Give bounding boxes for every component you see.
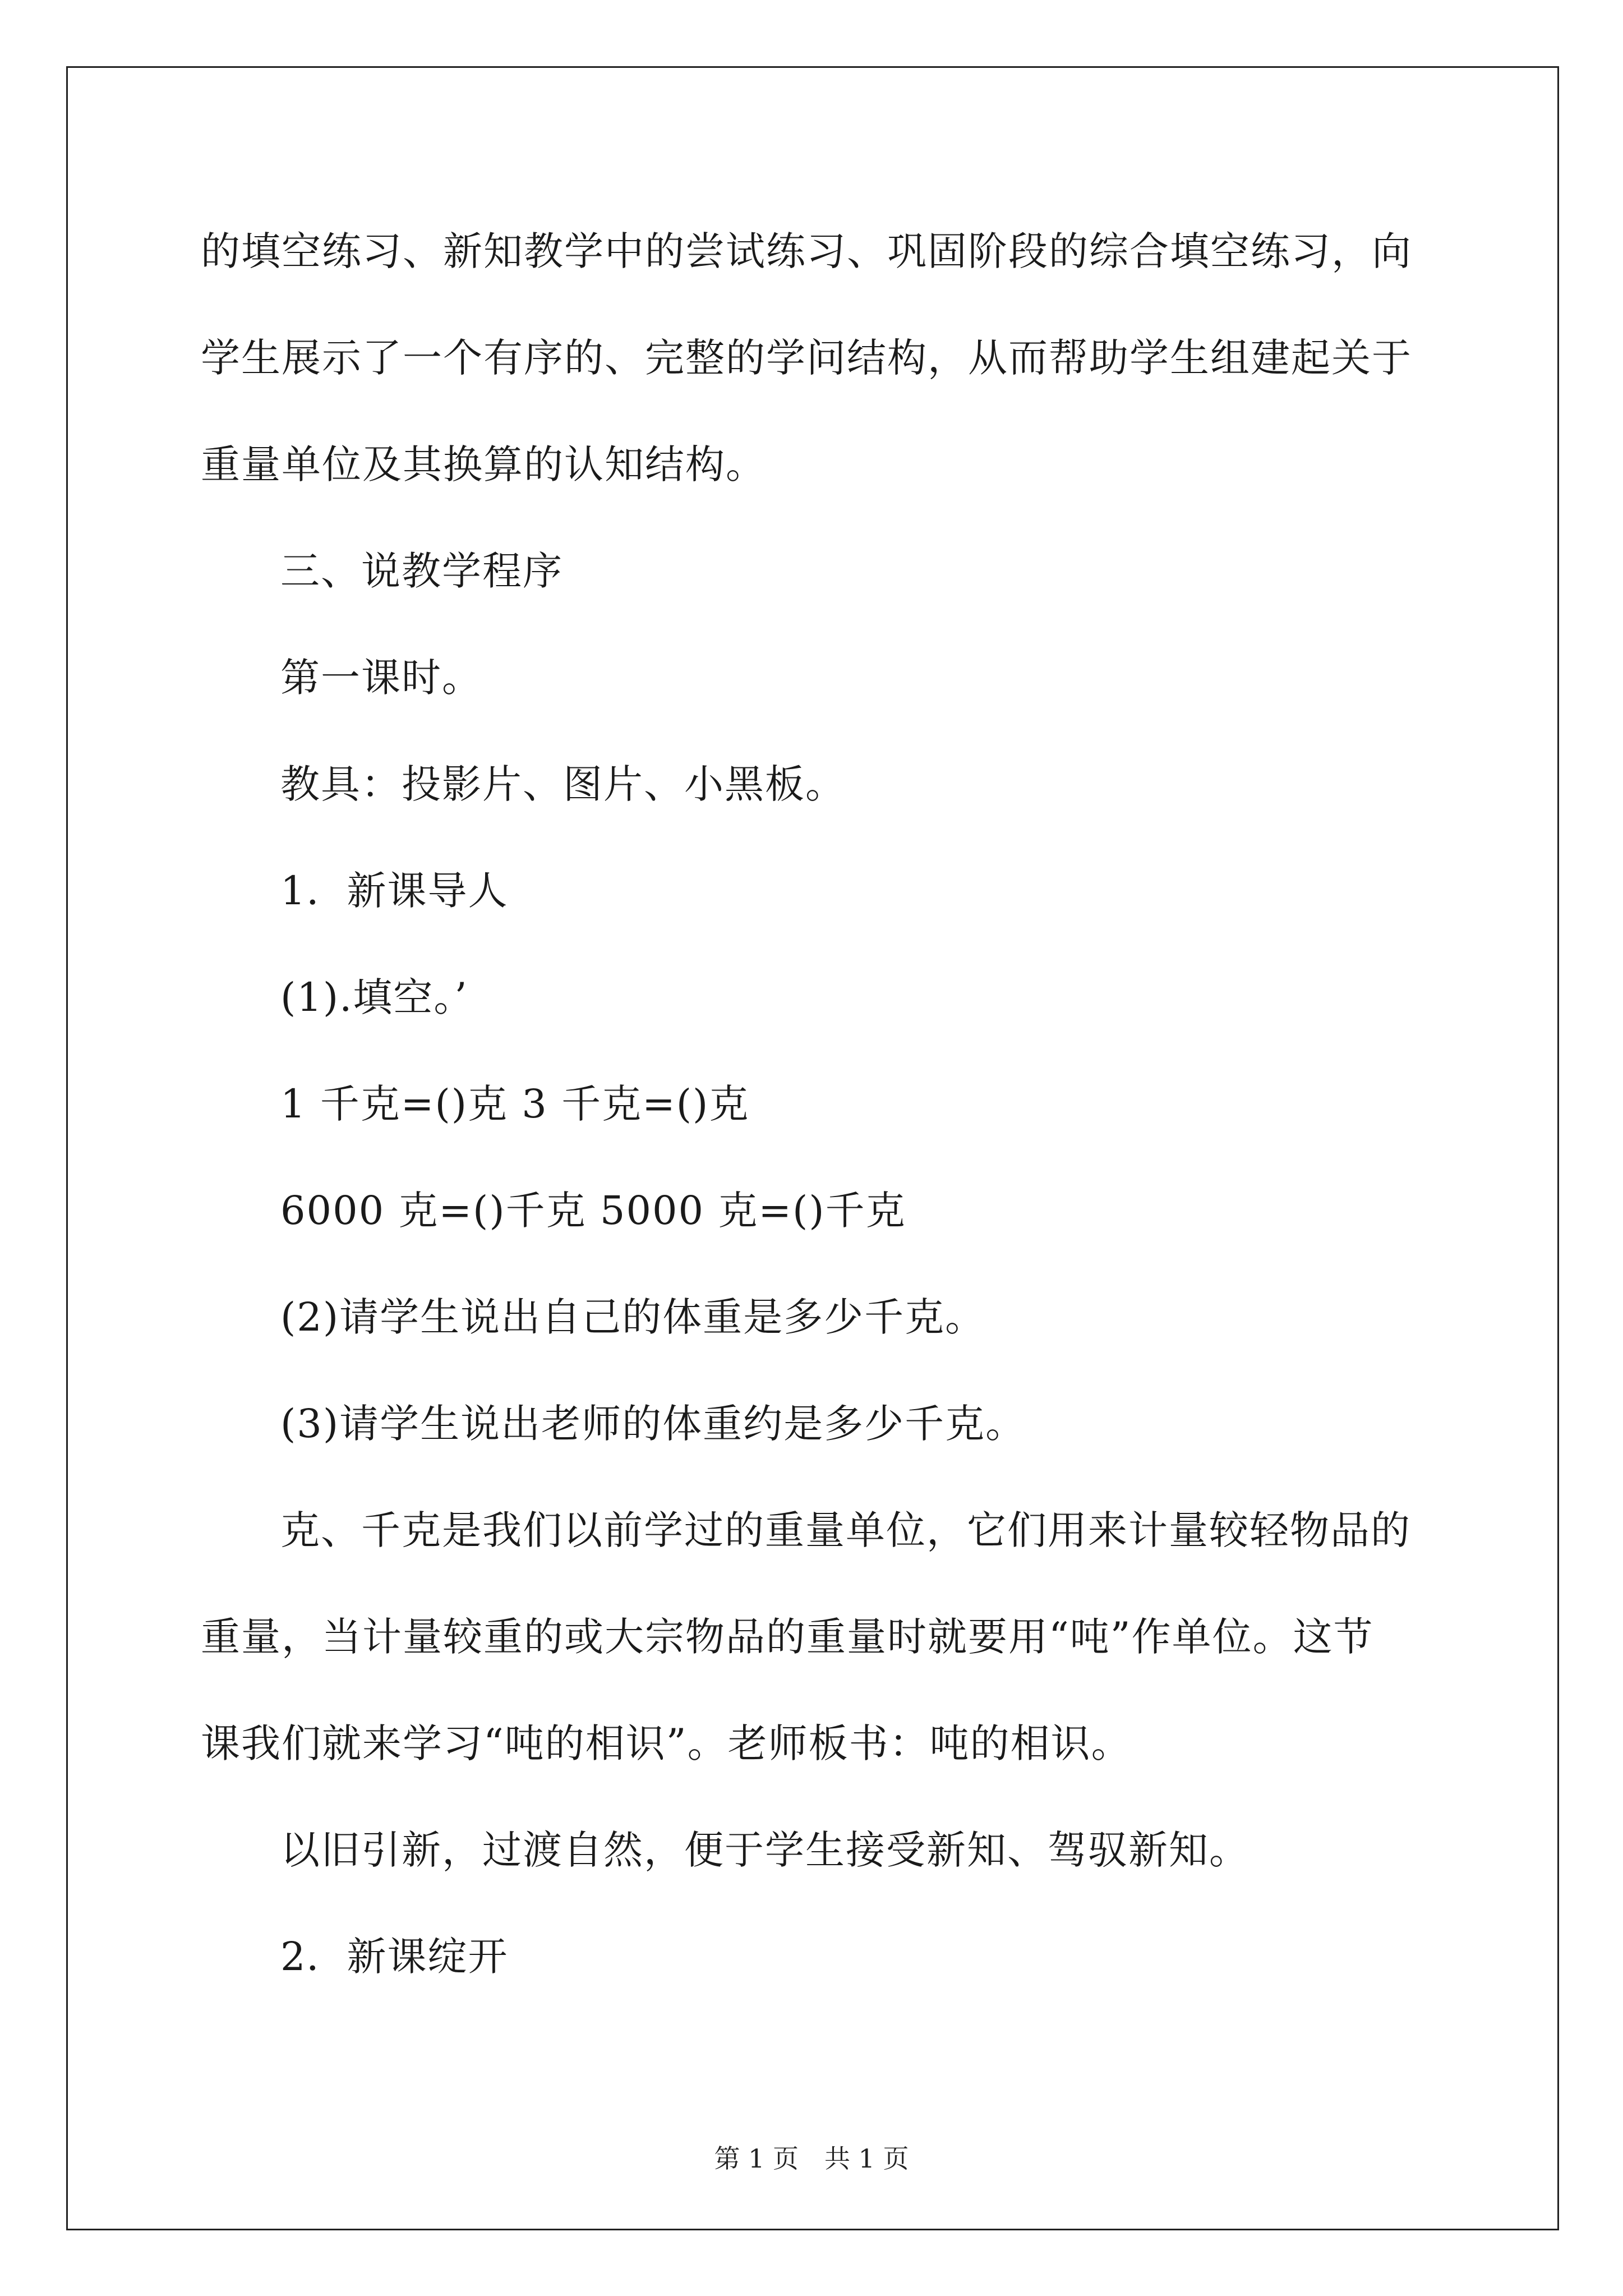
paragraph-line: 以旧引新，过渡自然，便于学生接受新知、驾驭新知。 (280, 1827, 1249, 1873)
paragraph-line: (1).填空。’ (280, 974, 468, 1020)
paragraph-line: 重量单位及其换算的认知结构。 (201, 441, 766, 487)
paragraph-line: 第一课时。 (280, 655, 482, 701)
page-footer: 第 1 页 共 1 页 (714, 2143, 909, 2174)
subheading: 2．新课绽开 (280, 1934, 509, 1980)
section-heading: 三、说教学程序 (280, 548, 563, 594)
paragraph-line: (3)请学生说出老师的体重约是多少千克。 (280, 1401, 1026, 1447)
paragraph-line: 重量，当计量较重的或大宗物品的重量时就要用“吨”作单位。这节 (201, 1614, 1374, 1660)
paragraph-line: 课我们就来学习“吨的相识”。老师板书：吨的相识。 (201, 1720, 1132, 1766)
paragraph-line: 教具：投影片、图片、小黑板。 (280, 761, 846, 807)
exercise-line: 1 千克=()克 3 千克=()克 (280, 1081, 750, 1127)
paragraph-line: 学生展示了一个有序的、完整的学问结构，从而帮助学生组建起关于 (201, 335, 1412, 381)
page-border (66, 66, 1559, 2230)
paragraph-line: 克、千克是我们以前学过的重量单位，它们用来计量较轻物品的 (280, 1507, 1411, 1553)
paragraph-line: 的填空练习、新知教学中的尝试练习、巩固阶段的综合填空练习，向 (201, 228, 1412, 274)
paragraph-line: (2)请学生说出自己的体重是多少千克。 (280, 1294, 986, 1340)
subheading: 1．新课导人 (280, 868, 509, 914)
exercise-line: 6000 克=()千克 5000 克=()千克 (280, 1188, 906, 1234)
